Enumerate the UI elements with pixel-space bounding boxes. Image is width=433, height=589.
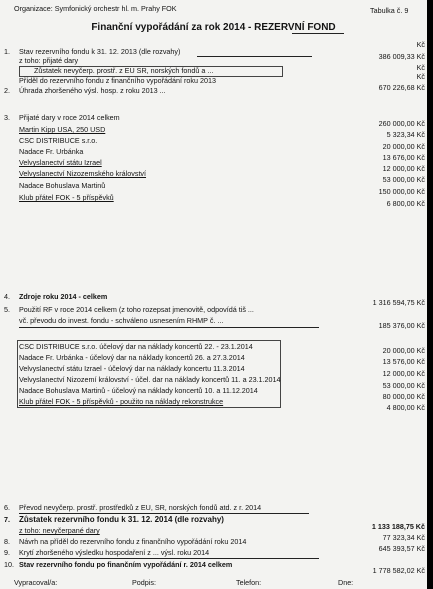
use-value: 53 000,00 Kč	[382, 381, 425, 390]
row-number: 7.	[4, 515, 10, 524]
use-label: CSC DISTRIBUCE s.r.o. účelový dar na náklady koncertů 22. - 23.1.2014	[19, 342, 253, 351]
row-label: Použití RF v roce 2014 celkem (z toho rozepsat jmenovitě, odpovídá tiš ...	[19, 305, 254, 314]
donor-label: Nadace Fr. Urbánka	[19, 147, 84, 156]
organization-header: Organizace: Symfonický orchestr hl. m. Prahy FOK	[14, 4, 177, 13]
row-value: 1 133 188,75 Kč	[371, 522, 425, 531]
row-number: 2.	[4, 86, 10, 95]
use-value: 80 000,00 Kč	[382, 392, 425, 401]
row-value: 1 316 594,75 Kč	[372, 298, 425, 307]
row-label: Zdroje roku 2014 - celkem	[19, 292, 108, 301]
donor-value: 20 000,00 Kč	[382, 142, 425, 151]
currency-header: Kč	[416, 40, 425, 49]
rule	[197, 56, 312, 57]
rule	[19, 513, 309, 514]
row-number: 1.	[4, 47, 10, 56]
footer-date: Dne:	[338, 578, 354, 587]
donor-value: 12 000,00 Kč	[382, 164, 425, 173]
row-value: Kč	[416, 63, 425, 72]
row-label: Krytí zhoršeného výsledku hospodaření z ... výsl. roku 2014	[19, 548, 210, 557]
row-value: 77 323,34 Kč	[382, 533, 425, 542]
use-label: Velvyslanectví Nizozemí království - účel. dar na náklady koncertů 11. a 23.1.2014	[19, 375, 281, 384]
row-label: Návrh na příděl do rezervního fondu z finančního vypořádání roku 2014	[19, 537, 247, 546]
row-label: Zůstatek nevyčerp. prostř. z EU SR, norských fondů a ...	[34, 66, 214, 75]
use-label: Nadace Bohuslava Martinů - účelový na náklady koncertů 10. a 11.12.2014	[19, 386, 258, 395]
row-number: 9.	[4, 548, 10, 557]
row-label: vč. převodu do invest. fondu - schváleno usnesením RHMP č. ...	[19, 316, 224, 325]
row-number: 8.	[4, 537, 10, 546]
donor-value: 13 676,00 Kč	[382, 153, 425, 162]
row-label: z toho: přijaté dary	[19, 56, 79, 65]
row-value: 386 009,33 Kč	[378, 52, 425, 61]
row-number: 3.	[4, 113, 10, 122]
row-label: Zůstatek rezervního fondu k 31. 12. 2014 (dle rozvahy)	[19, 515, 224, 524]
row-label: Stav rezervního fondu k 31. 12. 2013 (dle rozvahy)	[19, 47, 181, 56]
donor-label: Velvyslanectví Nizozemského království	[19, 169, 147, 178]
row-value: 260 000,00 Kč	[378, 119, 425, 128]
use-label: Nadace Fr. Urbánka - účelový dar na náklady koncertů 26. a 27.3.2014	[19, 353, 245, 362]
row-number: 6.	[4, 503, 10, 512]
donor-value: 5 323,34 Kč	[386, 130, 425, 139]
donor-label: Klub přátel FOK - 5 příspěvků	[19, 193, 114, 202]
donor-label: Nadace Bohuslava Martinů	[19, 181, 106, 190]
use-label: Velvyslanectví státu Izrael - účelový dar na náklady koncertu 11.3.2014	[19, 364, 245, 373]
row-label: Přijaté dary v roce 2014 celkem	[19, 113, 120, 122]
row-value: 1 778 582,02 Kč	[372, 566, 425, 575]
use-value: 12 000,00 Kč	[382, 369, 425, 378]
footer-prepared: Vypracoval/a:	[14, 578, 58, 587]
row-number: 4.	[4, 292, 10, 301]
row-label: Převod nevyčerp. prostř. prostředků z EU, SR, norských fondů atd. z r. 2014	[19, 503, 262, 512]
donor-label: Velvyslanectví státu Izrael	[19, 158, 102, 167]
table-number: Tabulka č. 9	[370, 6, 409, 15]
page-title: Finanční vypořádání za rok 2014 - REZERVNÍ FOND	[91, 22, 336, 33]
row-number: 5.	[4, 305, 10, 314]
rule	[19, 558, 319, 559]
row-value: 645 393,57 Kč	[378, 544, 425, 553]
row-label: Stav rezervního fondu po finančním vypořádání r. 2014 celkem	[19, 560, 233, 569]
row-label: Úhrada zhoršeného výsl. hosp. z roku 2013 ...	[19, 86, 166, 95]
row-label: Příděl do rezervního fondu z finančního vypořádání roku 2013	[19, 76, 216, 85]
use-value: 13 576,00 Kč	[382, 357, 425, 366]
use-label: Klub přátel FOK - 5 příspěvků - použito na náklady rekonstrukce	[19, 397, 224, 406]
footer-sign: Podpis:	[132, 578, 156, 587]
donor-label: CSC DISTRIBUCE s.r.o.	[19, 136, 98, 145]
donor-label: Martin Kipp USA, 250 USD	[19, 125, 106, 134]
donor-value: 53 000,00 Kč	[382, 175, 425, 184]
row-number: 10.	[4, 560, 14, 569]
donor-value: 150 000,00 Kč	[378, 187, 425, 196]
footer-phone: Telefon:	[236, 578, 262, 587]
use-value: 20 000,00 Kč	[382, 346, 425, 355]
donor-value: 6 800,00 Kč	[386, 199, 425, 208]
row-value: 670 226,68 Kč	[378, 83, 425, 92]
use-value: 4 800,00 Kč	[386, 403, 425, 412]
row-label: z toho: nevyčerpané dary	[19, 526, 100, 535]
title-underline	[292, 33, 344, 34]
row-value: 185 376,00 Kč	[378, 321, 425, 330]
row-value: Kč	[416, 72, 425, 81]
rule	[19, 327, 319, 328]
